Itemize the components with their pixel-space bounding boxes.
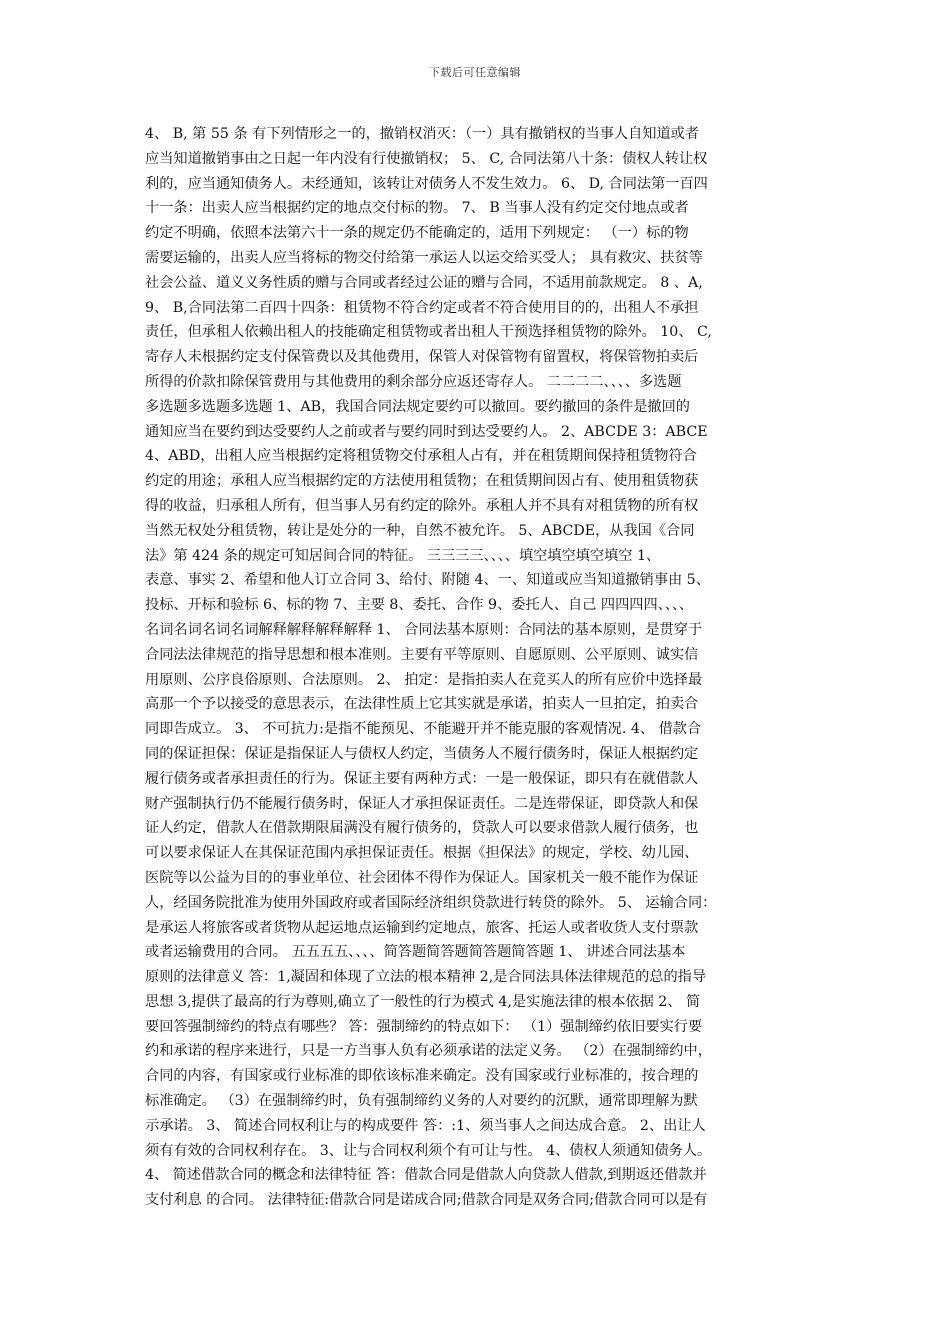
text-line: 支付利息 的合同。 法律特征:借款合同是诺成合同;借款合同是双务合同;借款合同可以是有 (145, 1192, 708, 1209)
text-line: 应当知道撤销事由之日起一年内没有行使撤销权； 5、 C, 合同法第八十条：债权人转让权 (145, 150, 708, 167)
text-line: 4、 简述借款合同的概念和法律特征 答：借款合同是借款人向贷款人借款,到期返还借款并 (145, 1167, 707, 1184)
text-line: 社会公益、道义义务性质的赠与合同或者经过公证的赠与合同，不适用前款规定。 8 、A, (145, 274, 703, 291)
text-line: 4、 B, 第 55 条 有下列情形之一的，撤销权消灭：（一）具有撤销权的当事人自知道或者 (145, 126, 700, 142)
text-line: 约定的用途；承租人应当根据约定的方法使用租赁物；在租赁期间因占有、使用租赁物获 (145, 473, 699, 490)
text-line: 所得的价款扣除保管费用与其他费用的剩余部分应返还寄存人。 二二二二、、、、多选题 (145, 373, 682, 390)
text-line: 履行债务或者承担责任的行为。保证主要有两种方式：一是一般保证，即只有在就借款人 (145, 770, 699, 787)
text-line: 医院等以公益为目的的事业单位、社会团体不得作为保证人。国家机关一般不能作为保证 (145, 869, 699, 886)
page-header: 下载后可任意编辑 (429, 66, 521, 79)
text-line: 标准确定。 （3）在强制缔约时，负有强制缔约义务的人对要约的沉默，通常即理解为默 (145, 1093, 698, 1110)
text-line: 得的收益，归承租人所有，但当事人另有约定的除外。承租人并不具有对租赁物的所有权 (145, 497, 699, 514)
text-line: 人，经国务院批准为使用外国政府或者国际经济组织贷款进行转贷的除外。 5、 运输合同： (145, 894, 717, 911)
text-line: 合同的内容，有国家或行业标准的即依该标准来确定。没有国家或行业标准的，按合理的 (145, 1068, 699, 1085)
text-line: 约定不明确，依照本法第六十一条的规定仍不能确定的，适用下列规定： （一）标的物 (145, 225, 689, 242)
text-line: 通知应当在要约到达受要约人之前或者与要约同时到达受要约人。 2、ABCDE 3：ABCE (145, 423, 708, 440)
text-line: 责任，但承租人依赖出租人的技能确定租赁物或者出租人干预选择租赁物的除外。 10、 C, (145, 324, 712, 341)
text-line: 合同法法律规范的指导思想和根本准则。主要有平等原则、自愿原则、公平原则、诚实信 (145, 646, 699, 663)
text-line: 同的保证担保：保证是指保证人与债权人约定，当债务人不履行债务时，保证人根据约定 (145, 745, 699, 762)
text-line: 约和承诺的程序来进行，只是一方当事人负有必须承诺的法定义务。 （2）在强制缔约中， (145, 1043, 712, 1060)
text-line: 证人约定，借款人在借款期限届满没有履行债务的，贷款人可以要求借款人履行债务，也 (145, 820, 699, 837)
text-line: 表意、事实 2、希望和他人订立合同 3、给付、附随 4、一、知道或应当知道撤销事由 5、 (145, 572, 710, 589)
text-line: 同即告成立。 3、 不可抗力:是指不能预见、不能避开并不能克服的客观情况. 4、 借款合 (145, 721, 702, 738)
text-line: 9、 B,合同法第二百四十四条：租赁物不符合约定或者不符合使用目的的，出租人不承担 (145, 299, 699, 316)
text-line: 当然无权处分租赁物，转让是处分的一种，自然不被允许。 5、ABCDE，从我国《合同 (145, 522, 695, 539)
text-line: 利的，应当通知债务人。未经通知，该转让对债务人不发生效力。 6、 D, 合同法第一百四 (145, 175, 708, 192)
document-body (145, 122, 808, 1213)
text-line: 法》第 424 条的规定可知居间合同的特征。 三三三三、、、、填空填空填空填空 1、 (145, 547, 661, 564)
text-line: 须有有效的合同权利存在。 3、让与合同权利须个有可让与性。 4、债权人须通知债务人。 (145, 1142, 712, 1159)
text-line: 用原则、公序良俗原则、合法原则。 2、 拍定：是指拍卖人在竞买人的所有应价中选择最 (145, 671, 703, 688)
text-line: 是承运人将旅客或者货物从起运地点运输到约定地点，旅客、托运人或者收货人支付票款 (145, 919, 699, 936)
text-line: 财产强制执行仍不能履行债务时，保证人才承担保证责任。二是连带保证，即贷款人和保 (145, 795, 699, 812)
text-line: 或者运输费用的合同。 五五五五、、、、简答题简答题简答题简答题 1、 讲述合同法基本 (145, 944, 686, 961)
text-line: 十一条：出卖人应当根据约定的地点交付标的物。 7、 B 当事人没有约定交付地点或者 (145, 200, 689, 217)
text-line: 4、ABD，出租人应当根据约定将租赁物交付承租人占有，并在租赁期间保持租赁物符合 (145, 448, 697, 465)
text-line: 名词名词名词名词解释解释解释解释 1、 合同法基本原则：合同法的基本原则，是贯穿于 (145, 621, 703, 638)
text-line: 投标、开标和验标 6、标的物 7、主要 8、委托、合作 9、委托人、自己 四四四四、、、、 (145, 597, 694, 614)
text-line: 示承诺。 3、 简述合同权利让与的构成要件 答：:1、须当事人之间达成合意。 2、出让人 (145, 1117, 706, 1134)
text-line: 思想 3,提供了最高的行为尊则,确立了一般性的行为模式 4,是实施法律的根本依据 2、 简 (145, 993, 701, 1010)
text-line: 可以要求保证人在其保证范围内承担保证责任。根据《担保法》的规定，学校、幼儿园、 (145, 845, 699, 862)
text-line: 高那一个予以接受的意思表示，在法律性质上它其实就是承诺，拍卖人一旦拍定，拍卖合 (145, 696, 699, 713)
text-line: 要回答强制缔约的特点有哪些？ 答：强制缔约的特点如下： （1）强制缔约依旧要实行要 (145, 1018, 703, 1035)
text-line: 原则的法律意义 答：1,凝固和体现了立法的根本精神 2,是合同法具体法律规范的总的指导 (145, 969, 707, 986)
text-line: 寄存人未根据约定支付保管费以及其他费用，保管人对保管物有留置权，将保管物拍卖后 (145, 349, 699, 366)
text-line: 需要运输的，出卖人应当将标的物交付给第一承运人以运交给买受人； 具有救灾、扶贫等 (145, 249, 703, 266)
text-line: 多选题多选题多选题 1、AB，我国合同法规定要约可以撤回。要约撤回的条件是撤回的 (145, 398, 690, 415)
